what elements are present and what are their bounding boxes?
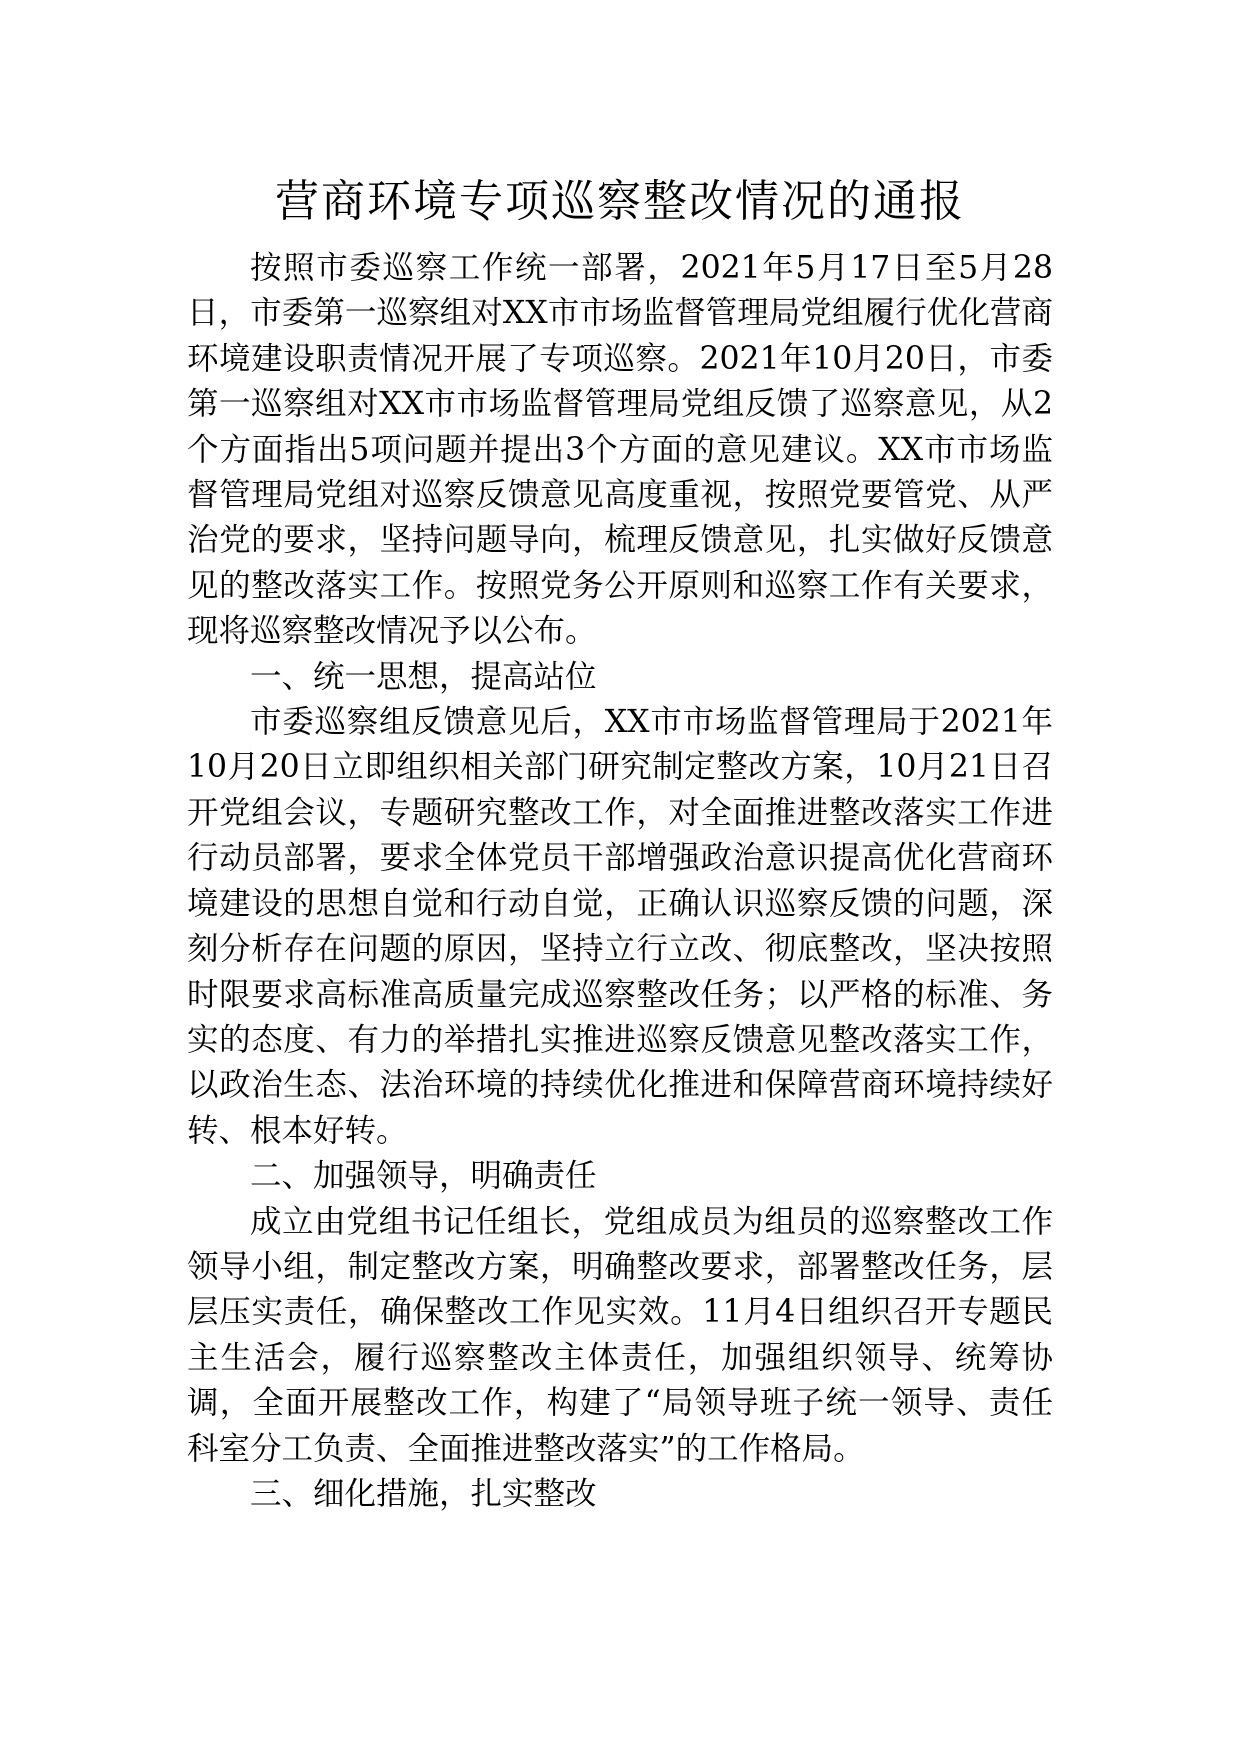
intro-paragraph: 按照市委巡察工作统一部署，2021年5月17日至5月28日，市委第一巡察组对XX市市场监督管理局党组履行优化营商环境建设职责情况开展了专项巡察。2021年10月20日，市委第一巡察组对XX市市场监督管理局党组反馈了巡察意见，从2个方面指出5项问题并提出3个方面的意见建议。XX市市场监督管理局党组对巡察反馈意见高度重视，按照党要管党、从严治党的要求，坚持问题导向，梳理反馈意见，扎实做好反馈意见的整改落实工作。按照党务公开原则和巡察工作有关要求，现将巡察整改情况予以公布。 xyxy=(187,250,1053,650)
document-body xyxy=(187,246,1053,1517)
section-heading-2: 二、加强领导，明确责任 xyxy=(250,1158,597,1195)
document-title: 营商环境专项巡察整改情况的通报 xyxy=(275,176,965,227)
section-heading-1: 一、统一思想，提高站位 xyxy=(250,658,597,695)
section-1-paragraph: 市委巡察组反馈意见后，XX市市场监督管理局于2021年10月20日立即组织相关部门研究制定整改方案，10月21日召开党组会议，专题研究整改工作，对全面推进整改落实工作进行动员部署，要求全体党员干部增强政治意识提高优化营商环境建设的思想自觉和行动自觉，正确认识巡察反馈的问题，深刻分析存在问题的原因，坚持立行立改、彻底整改，坚决按照时限要求高标准高质量完成巡察整改任务；以严格的标准、务实的态度、有力的举措扎实推进巡察反馈意见整改落实工作，以政治生态、法治环境的持续优化推进和保障营商环境持续好转、根本好转。 xyxy=(187,704,1053,1149)
section-2-paragraph: 成立由党组书记任组长，党组成员为组员的巡察整改工作领导小组，制定整改方案，明确整改要求，部署整改任务，层层压实责任，确保整改工作见实效。11月4日组织召开专题民主生活会，履行巡察整改主体责任，加强组织领导、统筹协调，全面开展整改工作，构建了“局领导班子统一领导、责任科室分工负责、全面推进整改落实”的工作格局。 xyxy=(187,1203,1053,1467)
section-heading-3: 三、细化措施，扎实整改 xyxy=(250,1475,597,1512)
